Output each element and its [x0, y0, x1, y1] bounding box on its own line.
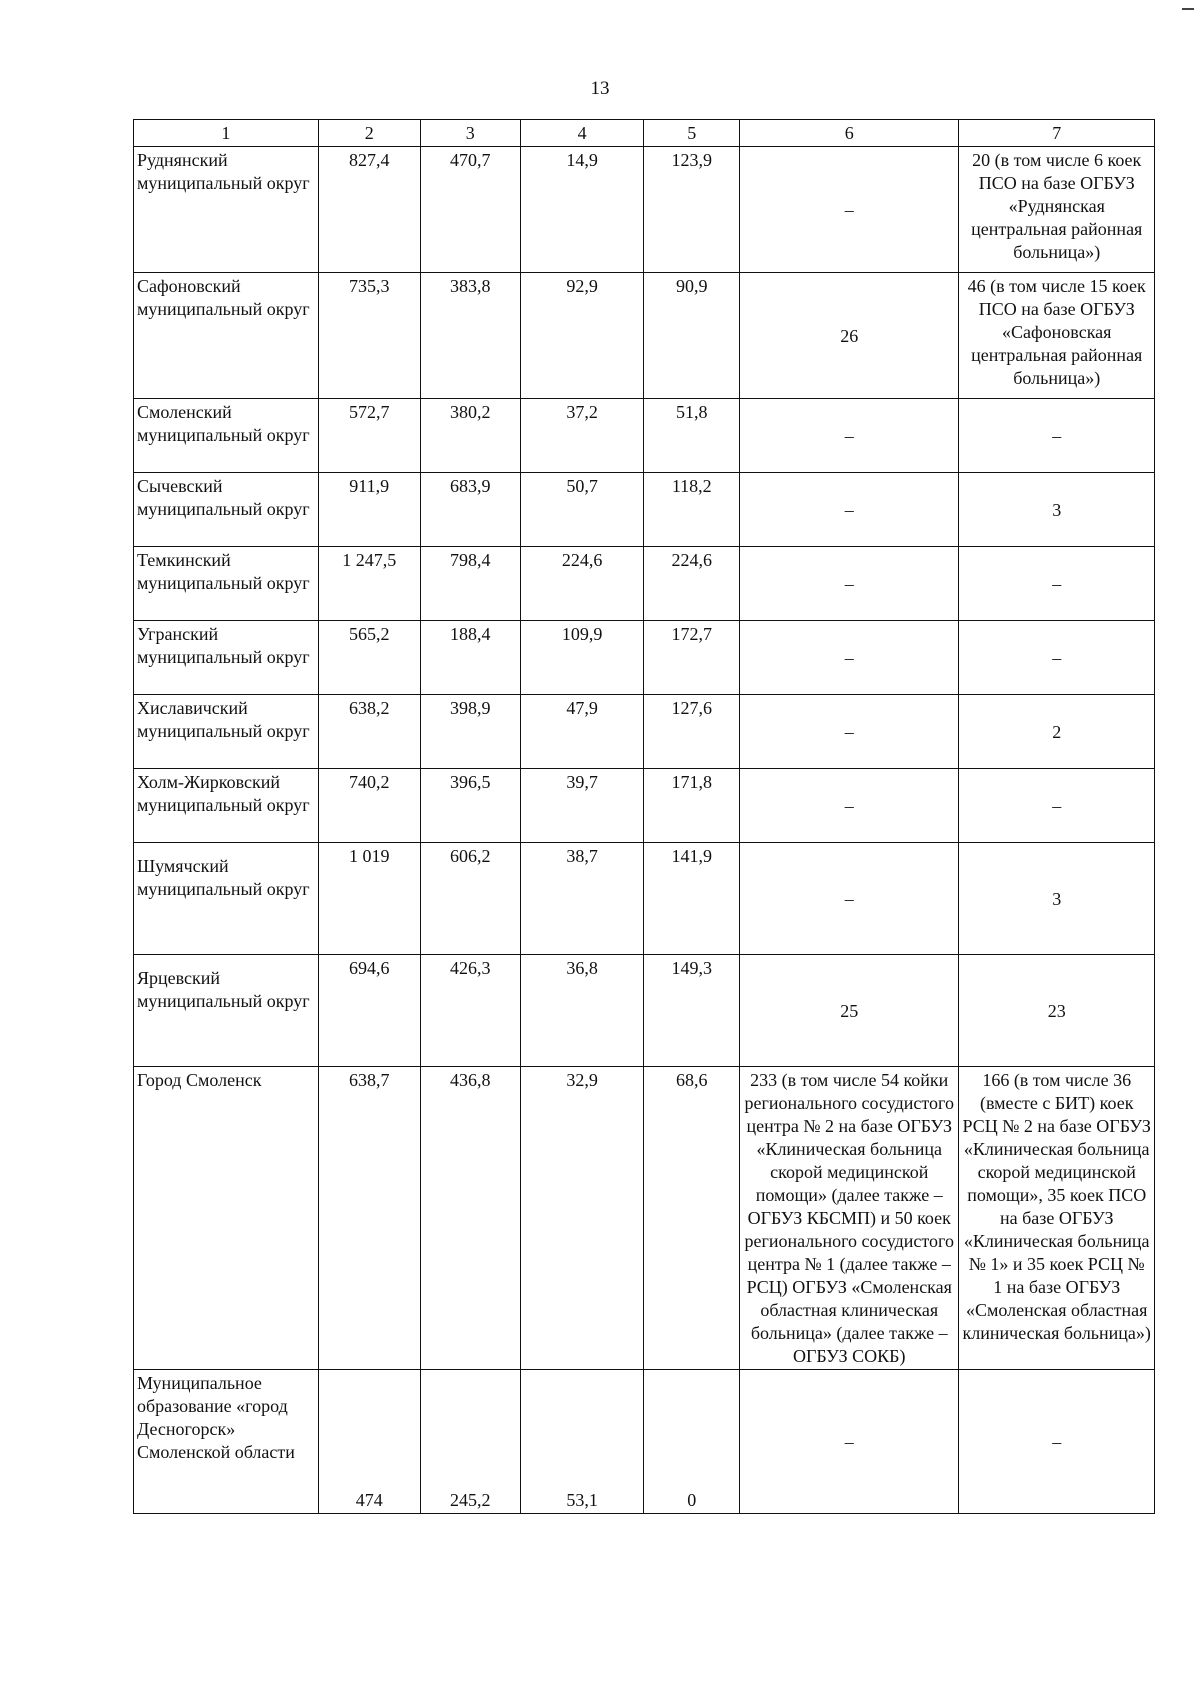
column-header: 4	[520, 120, 644, 147]
district-name: Руднянский муниципальный округ	[134, 147, 319, 273]
table-row	[134, 1370, 1155, 1514]
value-col-5: 141,9	[644, 843, 740, 955]
value-col-2: 638,2	[318, 695, 420, 769]
value-col-2: 638,7	[318, 1067, 420, 1370]
value-col-5: 171,8	[644, 769, 740, 843]
value-col-5: 127,6	[644, 695, 740, 769]
value-col-7: 166 (в том числе 36 (вместе с БИТ) коек РСЦ № 2 на базе ОГБУЗ «Клиническая больница скорой медицинской помощи», 35 коек ПСО на базе ОГБУЗ «Клиническая больница № 1» и 35 коек РСЦ № 1 на базе ОГБУЗ «Смоленская областная клиническая больница»)	[959, 1067, 1155, 1370]
table-row	[134, 621, 1155, 695]
table-row	[134, 1067, 1155, 1370]
value-col-6: –	[740, 769, 959, 843]
value-col-2: 694,6	[318, 955, 420, 1067]
district-name: Сычевский муниципальный округ	[134, 473, 319, 547]
value-col-4: 50,7	[520, 473, 644, 547]
table-row	[134, 769, 1155, 843]
column-header: 1	[134, 120, 319, 147]
district-name: Город Смоленск	[134, 1067, 319, 1370]
value-col-3: 436,8	[420, 1067, 520, 1370]
value-col-3: 383,8	[420, 273, 520, 399]
value-col-6: –	[740, 147, 959, 273]
value-col-5: 149,3	[644, 955, 740, 1067]
value-col-4: 38,7	[520, 843, 644, 955]
value-col-5: 90,9	[644, 273, 740, 399]
value-col-4: 39,7	[520, 769, 644, 843]
value-col-4: 32,9	[520, 1067, 644, 1370]
value-col-4: 36,8	[520, 955, 644, 1067]
district-name: Угранский муниципальный округ	[134, 621, 319, 695]
value-col-7: 23	[959, 955, 1155, 1067]
value-col-2: 572,7	[318, 399, 420, 473]
value-col-6: –	[740, 695, 959, 769]
value-col-5: 224,6	[644, 547, 740, 621]
value-col-4: 47,9	[520, 695, 644, 769]
data-table	[133, 119, 1155, 1514]
value-col-6: 233 (в том числе 54 койки регионального сосудистого центра № 2 на базе ОГБУЗ «Клиническая больница скорой медицинской помощи» (далее также – ОГБУЗ КБСМП) и 50 коек регионального сосудистого центра № 1 (далее также – РСЦ) ОГБУЗ «Смоленская областная клиническая больница» (далее также – ОГБУЗ СОКБ)	[740, 1067, 959, 1370]
value-col-7: –	[959, 769, 1155, 843]
value-col-6: –	[740, 399, 959, 473]
value-col-6: 26	[740, 273, 959, 399]
value-col-3: 396,5	[420, 769, 520, 843]
value-col-5: 118,2	[644, 473, 740, 547]
column-header: 3	[420, 120, 520, 147]
column-header: 5	[644, 120, 740, 147]
value-col-2: 474	[318, 1370, 420, 1514]
value-col-2: 740,2	[318, 769, 420, 843]
value-col-5: 172,7	[644, 621, 740, 695]
district-name: Ярцевский муниципальный округ	[134, 955, 319, 1067]
value-col-5: 51,8	[644, 399, 740, 473]
value-col-3: 606,2	[420, 843, 520, 955]
district-name: Хиславичский муниципальный округ	[134, 695, 319, 769]
district-name: Сафоновский муниципальный округ	[134, 273, 319, 399]
value-col-3: 426,3	[420, 955, 520, 1067]
column-header: 7	[959, 120, 1155, 147]
value-col-5: 123,9	[644, 147, 740, 273]
value-col-3: 398,9	[420, 695, 520, 769]
value-col-3: 683,9	[420, 473, 520, 547]
value-col-4: 14,9	[520, 147, 644, 273]
value-col-6: –	[740, 621, 959, 695]
value-col-4: 109,9	[520, 621, 644, 695]
column-header: 2	[318, 120, 420, 147]
value-col-2: 1 019	[318, 843, 420, 955]
value-col-7: 20 (в том числе 6 коек ПСО на базе ОГБУЗ «Руднянская центральная районная больница»)	[959, 147, 1155, 273]
table-header-row	[134, 120, 1155, 147]
value-col-7: 3	[959, 843, 1155, 955]
value-col-6: 25	[740, 955, 959, 1067]
district-name: Темкинский муниципальный округ	[134, 547, 319, 621]
value-col-3: 245,2	[420, 1370, 520, 1514]
value-col-7: –	[959, 621, 1155, 695]
value-col-3: 188,4	[420, 621, 520, 695]
value-col-2: 565,2	[318, 621, 420, 695]
scan-edge-mark	[1182, 8, 1194, 10]
table-row	[134, 843, 1155, 955]
table-row	[134, 147, 1155, 273]
district-name: Шумячский муниципальный округ	[134, 843, 319, 955]
table-row	[134, 547, 1155, 621]
value-col-6: –	[740, 843, 959, 955]
district-name: Муниципальное образование «город Десногорск» Смоленской области	[134, 1370, 319, 1514]
value-col-4: 224,6	[520, 547, 644, 621]
value-col-2: 827,4	[318, 147, 420, 273]
value-col-7: 46 (в том числе 15 коек ПСО на базе ОГБУЗ «Сафоновская центральная районная больница»)	[959, 273, 1155, 399]
table-row	[134, 955, 1155, 1067]
value-col-7: 2	[959, 695, 1155, 769]
page-number: 13	[590, 78, 610, 99]
value-col-4: 37,2	[520, 399, 644, 473]
value-col-2: 911,9	[318, 473, 420, 547]
value-col-6: –	[740, 547, 959, 621]
value-col-5: 68,6	[644, 1067, 740, 1370]
value-col-7: 3	[959, 473, 1155, 547]
column-header: 6	[740, 120, 959, 147]
value-col-6: –	[740, 1370, 959, 1514]
value-col-2: 1 247,5	[318, 547, 420, 621]
district-name: Смоленский муниципальный округ	[134, 399, 319, 473]
value-col-4: 53,1	[520, 1370, 644, 1514]
table-row	[134, 273, 1155, 399]
district-name: Холм-Жирковский муниципальный округ	[134, 769, 319, 843]
table-row	[134, 399, 1155, 473]
value-col-6: –	[740, 473, 959, 547]
value-col-7: –	[959, 547, 1155, 621]
value-col-3: 470,7	[420, 147, 520, 273]
table-row	[134, 473, 1155, 547]
value-col-5: 0	[644, 1370, 740, 1514]
table-row	[134, 695, 1155, 769]
value-col-7: –	[959, 1370, 1155, 1514]
value-col-4: 92,9	[520, 273, 644, 399]
value-col-7: –	[959, 399, 1155, 473]
value-col-2: 735,3	[318, 273, 420, 399]
value-col-3: 380,2	[420, 399, 520, 473]
value-col-3: 798,4	[420, 547, 520, 621]
